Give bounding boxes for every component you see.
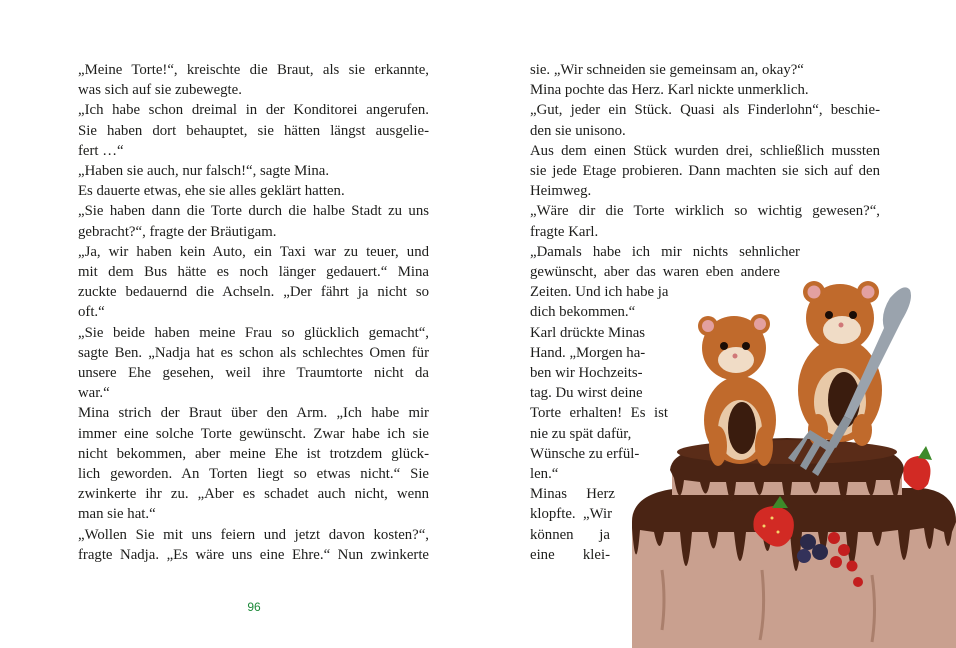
text-line: was sich auf sie zubewegte. bbox=[78, 82, 242, 99]
text-line: „Sie beide haben meine Frau so glücklich gemacht“, bbox=[78, 324, 429, 341]
text-line: Heimweg. bbox=[530, 183, 592, 200]
text-line: „Haben sie auch, nur falsch!“, sagte Mina. bbox=[78, 163, 330, 179]
text-line: Aus dem einen Stück wurden drei, schließlich mussten bbox=[530, 142, 880, 159]
text-line: Mina strich der Braut über den Arm. „Ich habe mir bbox=[78, 405, 429, 422]
upper-cake-tier bbox=[670, 438, 904, 504]
text-line: lich geworden. An Torten liegt so etwas nicht.“ Sie bbox=[78, 466, 429, 482]
text-line: ben wir Hochzeits- bbox=[530, 365, 643, 381]
text-line: fragte Nadja. „Es wäre uns eine Ehre.“ Nun zwinkerte bbox=[78, 546, 429, 563]
text-line: können ja bbox=[530, 526, 610, 543]
text-line: „Wollen Sie mit uns feiern und jetzt davon kosten?“, bbox=[78, 526, 429, 543]
text-line: Karl drückte Minas bbox=[530, 324, 646, 341]
text-line: gebracht?“, fragte der Bräutigam. bbox=[78, 223, 277, 240]
text-line: nie zu spät dafür, bbox=[530, 425, 632, 442]
page-number: 96 bbox=[247, 600, 261, 614]
text-line: „Gut, jeder ein Stück. Quasi als Finderlohn“, beschie- bbox=[530, 102, 880, 119]
text-line: tag. Du wirst deine bbox=[530, 385, 643, 402]
text-line: „Damals habe ich mir nichts sehnlicher bbox=[530, 243, 800, 260]
text-line: gewünscht, aber das waren eben andere bbox=[530, 264, 780, 280]
text-line: zwinkerte ihr zu. „Aber es schadet auch nicht, wenn bbox=[78, 486, 429, 503]
text-line: dich bekommen.“ bbox=[530, 304, 636, 321]
left-hamster bbox=[698, 314, 776, 466]
hamster-cake-illustration bbox=[622, 270, 956, 648]
text-line: Mina pochte das Herz. Karl nickte unmerklich. bbox=[530, 82, 809, 99]
text-line: man sie hat.“ bbox=[78, 506, 156, 523]
text-line: den sie unisono. bbox=[530, 122, 626, 139]
text-line: oft.“ bbox=[78, 304, 105, 321]
text-line: immer eine solche Torte gewünscht. Zwar habe ich sie bbox=[78, 425, 429, 442]
text-line: sie. „Wir schneiden sie gemeinsam an, okay?“ bbox=[530, 62, 804, 78]
text-line: sie jede Etage probieren. Dann machten sie sich auf den bbox=[530, 163, 880, 179]
text-line: mit dem Bus hätte es noch länger gedauert.“ Mina bbox=[78, 264, 429, 280]
text-line: „Meine Torte!“, kreischte die Braut, als sie erkannte, bbox=[78, 62, 429, 78]
text-line: fert …“ bbox=[78, 142, 124, 159]
text-line: eine klei- bbox=[530, 546, 610, 563]
text-line: war.“ bbox=[78, 385, 110, 402]
text-line: Hand. „Morgen ha- bbox=[530, 344, 646, 361]
lower-cake-tier bbox=[632, 488, 956, 648]
text-line: Minas Herz bbox=[530, 486, 615, 503]
text-line: unsere Ehe gesehen, weil ihre Traumtorte nicht da bbox=[78, 365, 429, 381]
text-line: fragte Karl. bbox=[530, 223, 599, 240]
text-line: Zeiten. Und ich habe ja bbox=[530, 284, 669, 301]
text-line: „Wäre dir die Torte wirklich so wichtig gewesen?“, bbox=[530, 203, 880, 220]
text-line: Sie haben dort behauptet, sie hätten längst ausgelie- bbox=[78, 122, 429, 139]
text-line: Torte erhalten! Es ist bbox=[530, 405, 668, 422]
text-line: „Ich habe schon dreimal in der Konditorei angerufen. bbox=[78, 102, 429, 119]
text-line: nicht bekommen, aber meine Ehe ist trotzdem glück- bbox=[78, 445, 429, 462]
text-line: „Ja, wir haben kein Auto, ein Taxi war zu teuer, und bbox=[78, 243, 429, 260]
text-line: „Sie haben dann die Torte durch die halbe Stadt zu uns bbox=[78, 203, 429, 220]
text-line: zuckte bedauernd die Achseln. „Der fährt ja nicht so bbox=[78, 284, 429, 301]
text-line: sagte Ben. „Nadja hat es schon als schlechtes Omen für bbox=[78, 344, 429, 361]
text-line: len.“ bbox=[530, 466, 559, 482]
text-line: Wünsche zu erfül- bbox=[530, 445, 640, 462]
text-line: Es dauerte etwas, ehe sie alles geklärt hatten. bbox=[78, 183, 345, 200]
text-line: klopfte. „Wir bbox=[530, 506, 612, 523]
